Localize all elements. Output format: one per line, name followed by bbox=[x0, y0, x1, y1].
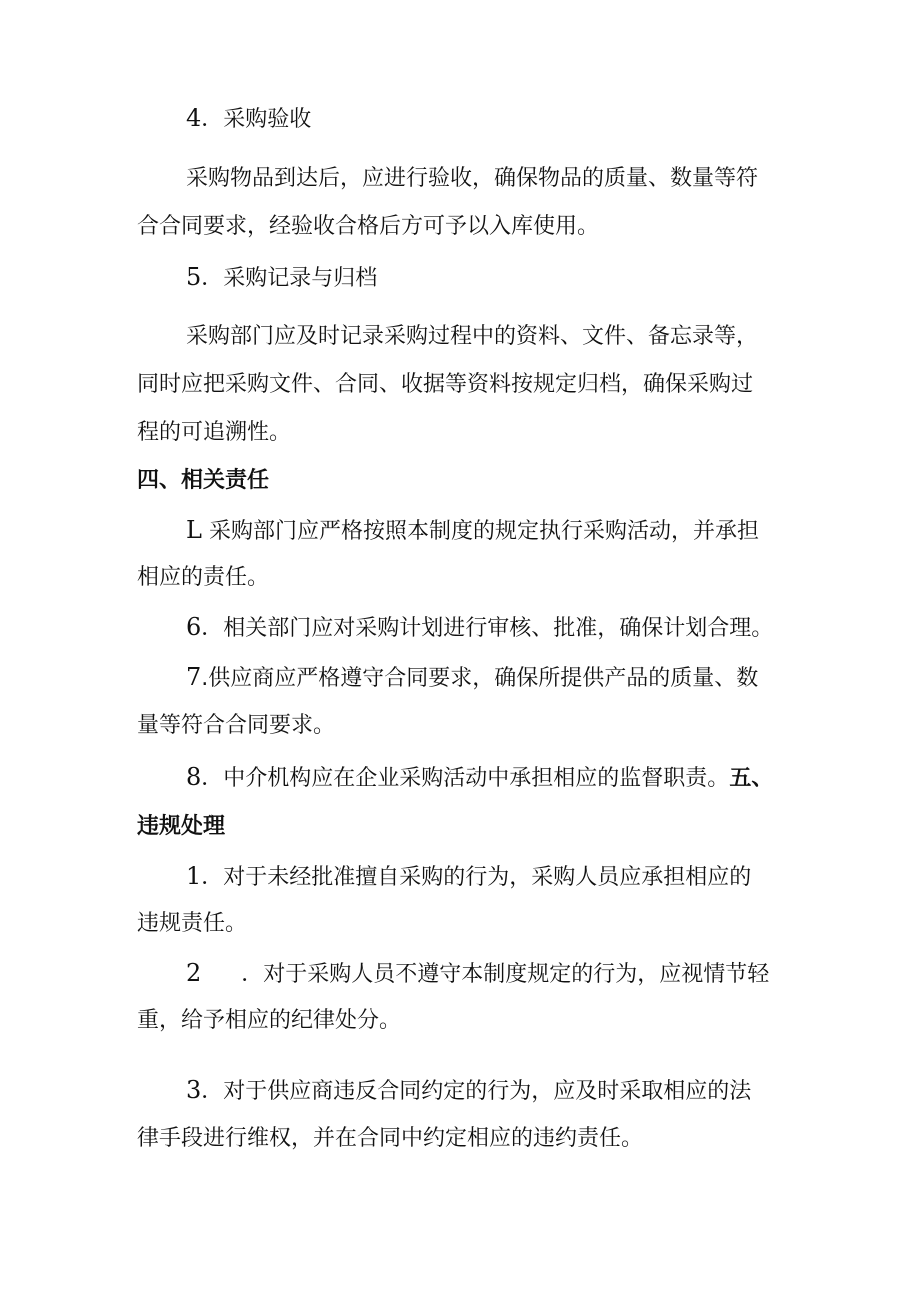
list-item-continuation: 相应的责任。 bbox=[137, 565, 270, 590]
list-item-continuation: 律手段进行维权，并在合同中约定相应的违约责任。 bbox=[137, 1126, 644, 1151]
list-item-continuation: 重，给予相应的纪律处分。 bbox=[137, 1008, 402, 1033]
item-heading-4: 4．采购验收 bbox=[186, 104, 312, 132]
item-heading-5: 5．采购记录与归档 bbox=[186, 263, 378, 291]
list-item: 2 ．对于采购人员不遵守本制度规定的行为，应视情节轻 bbox=[186, 959, 770, 987]
list-item: 1．对于未经批准擅自采购的行为，采购人员应承担相应的 bbox=[186, 862, 752, 890]
list-item: 6．相关部门应对采购计划进行审核、批准，确保计划合理。 bbox=[186, 613, 774, 641]
paragraph-line: 采购物品到达后，应进行验收，确保物品的质量、数量等符 bbox=[186, 166, 759, 191]
list-item-continuation: 量等符合合同要求。 bbox=[137, 713, 336, 738]
section-heading: 违规处理 bbox=[137, 814, 226, 839]
section-heading: 四、相关责任 bbox=[137, 468, 270, 493]
list-item: 8．中介机构应在企业采购活动中承担相应的监督职责。五、 bbox=[186, 763, 774, 791]
inline-section-heading: 五、 bbox=[729, 766, 774, 791]
list-item: 7.供应商应严格遵守合同要求，确保所提供产品的质量、数 bbox=[186, 663, 759, 691]
paragraph-line: 同时应把采购文件、合同、收据等资料按规定归档，确保采购过 bbox=[137, 372, 754, 397]
paragraph-line: 程的可追溯性。 bbox=[137, 420, 292, 445]
list-item: L 采购部门应严格按照本制度的规定执行采购活动，并承担 bbox=[186, 516, 759, 544]
list-item: 3．对于供应商违反合同约定的行为，应及时采取相应的法 bbox=[186, 1076, 752, 1104]
paragraph-line: 采购部门应及时记录采购过程中的资料、文件、备忘录等， bbox=[186, 324, 759, 349]
paragraph-line: 合合同要求，经验收合格后方可予以入库使用。 bbox=[137, 214, 600, 239]
list-item-continuation: 违规责任。 bbox=[137, 911, 248, 936]
